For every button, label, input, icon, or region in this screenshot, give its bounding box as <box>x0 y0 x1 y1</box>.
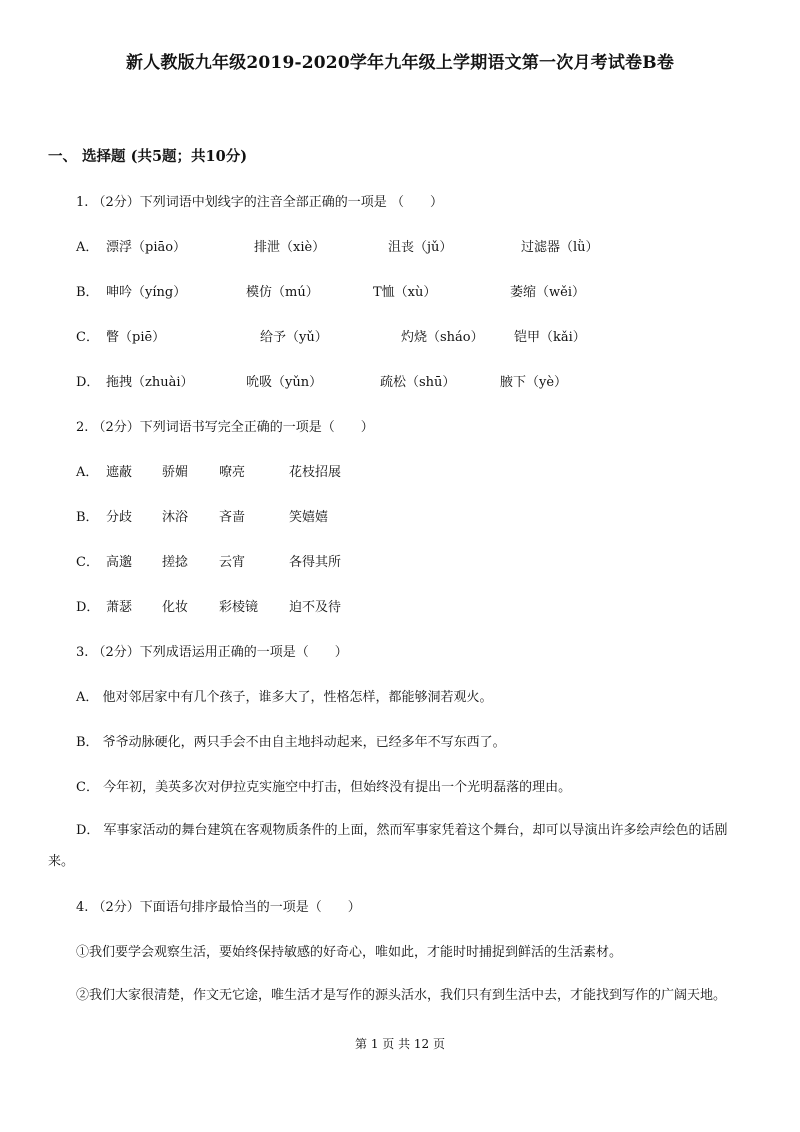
question-1-stem: 1. （2分）下列词语中划线字的注音全部正确的一项是 （ ） <box>76 195 443 210</box>
question-4-sentence-1: ①我们要学会观察生活，要始终保持敏感的好奇心，唯如此，才能时时捕捉到鲜活的生活素材。 <box>76 945 623 960</box>
page-title: 新人教版九年级2019-2020学年九年级上学期语文第一次月考试卷B卷 <box>125 53 675 73</box>
option-word: 云宵 <box>219 555 246 570</box>
option-label: C． <box>76 330 99 345</box>
option-label: D． <box>76 375 100 390</box>
option-word: 腋下（yè） <box>500 375 568 390</box>
option-word: 灼烧（sháo） <box>401 330 484 345</box>
question-2-stem: 2. （2分）下列词语书写完全正确的一项是（ ） <box>76 420 374 435</box>
option-label: D． <box>76 600 100 615</box>
option-word: T恤（xù） <box>373 285 437 300</box>
option-word: 吝啬 <box>219 510 246 525</box>
option-word: 笑嬉嬉 <box>289 510 329 525</box>
option-word: 疏松（shū） <box>380 375 456 390</box>
option-word: 沐浴 <box>162 510 189 525</box>
option-word: 给予（yǔ） <box>260 330 328 345</box>
option-word: 萎缩（wěi） <box>510 285 585 300</box>
question-3-option-a: A． 他对邻居家中有几个孩子，谁多大了，性格怎样，都能够洞若观火。 <box>76 690 493 705</box>
option-word: 漂浮（piāo） <box>106 240 187 255</box>
question-3-option-b: B． 爷爷动脉硬化，两只手会不由自主地抖动起来，已经多年不写东西了。 <box>76 735 506 750</box>
option-word: 萧瑟 <box>106 600 133 615</box>
question-3-option-c: C． 今年初，美英多次对伊拉克实施空中打击，但始终没有提出一个光明磊落的理由。 <box>76 780 572 795</box>
option-word: 彩棱镜 <box>219 600 259 615</box>
option-word: 骄媚 <box>162 465 189 480</box>
option-word: 分歧 <box>106 510 133 525</box>
option-word: 排泄（xiè） <box>254 240 326 255</box>
question-3-stem: 3. （2分）下列成语运用正确的一项是（ ） <box>76 645 348 660</box>
option-label: B． <box>76 285 99 300</box>
option-word: 嘹亮 <box>219 465 246 480</box>
option-word: 迫不及待 <box>289 600 342 615</box>
option-word: 铠甲（kǎi） <box>514 330 586 345</box>
option-word: 各得其所 <box>289 555 342 570</box>
option-word: 瞥（piē） <box>106 330 166 345</box>
option-word: 遮蔽 <box>106 465 133 480</box>
option-word: 搓捻 <box>162 555 189 570</box>
question-3-option-d: D． 军事家活动的舞台建筑在客观物质条件的上面，然而军事家凭着这个舞台，却可以导演出许多绘声绘色的话剧来。 <box>48 823 728 869</box>
option-word: 吮吸（yǔn） <box>246 375 323 390</box>
question-4-stem: 4. （2分）下面语句排序最恰当的一项是（ ） <box>76 900 361 915</box>
option-word: 呻吟（yíng） <box>106 285 187 300</box>
option-label: A． <box>76 240 99 255</box>
option-word: 过滤器（lǜ） <box>521 240 599 255</box>
page-footer: 第 1 页 共 12 页 <box>355 1037 445 1051</box>
option-word: 模仿（mú） <box>246 285 319 300</box>
section-heading: 一、 选择题 (共5题；共10分) <box>48 148 248 165</box>
option-word: 高邈 <box>106 555 133 570</box>
option-label: C． <box>76 555 99 570</box>
option-label: B． <box>76 510 99 525</box>
question-4-sentence-2: ②我们大家很清楚，作文无它途，唯生活才是写作的源头活水，我们只有到生活中去，才能找到写作的广阔天地。 <box>76 988 727 1003</box>
option-word: 花枝招展 <box>289 465 342 480</box>
option-word: 沮丧（jǔ） <box>388 240 453 255</box>
option-word: 拖拽（zhuài） <box>106 375 194 390</box>
option-word: 化妆 <box>162 600 189 615</box>
option-label: A． <box>76 465 99 480</box>
